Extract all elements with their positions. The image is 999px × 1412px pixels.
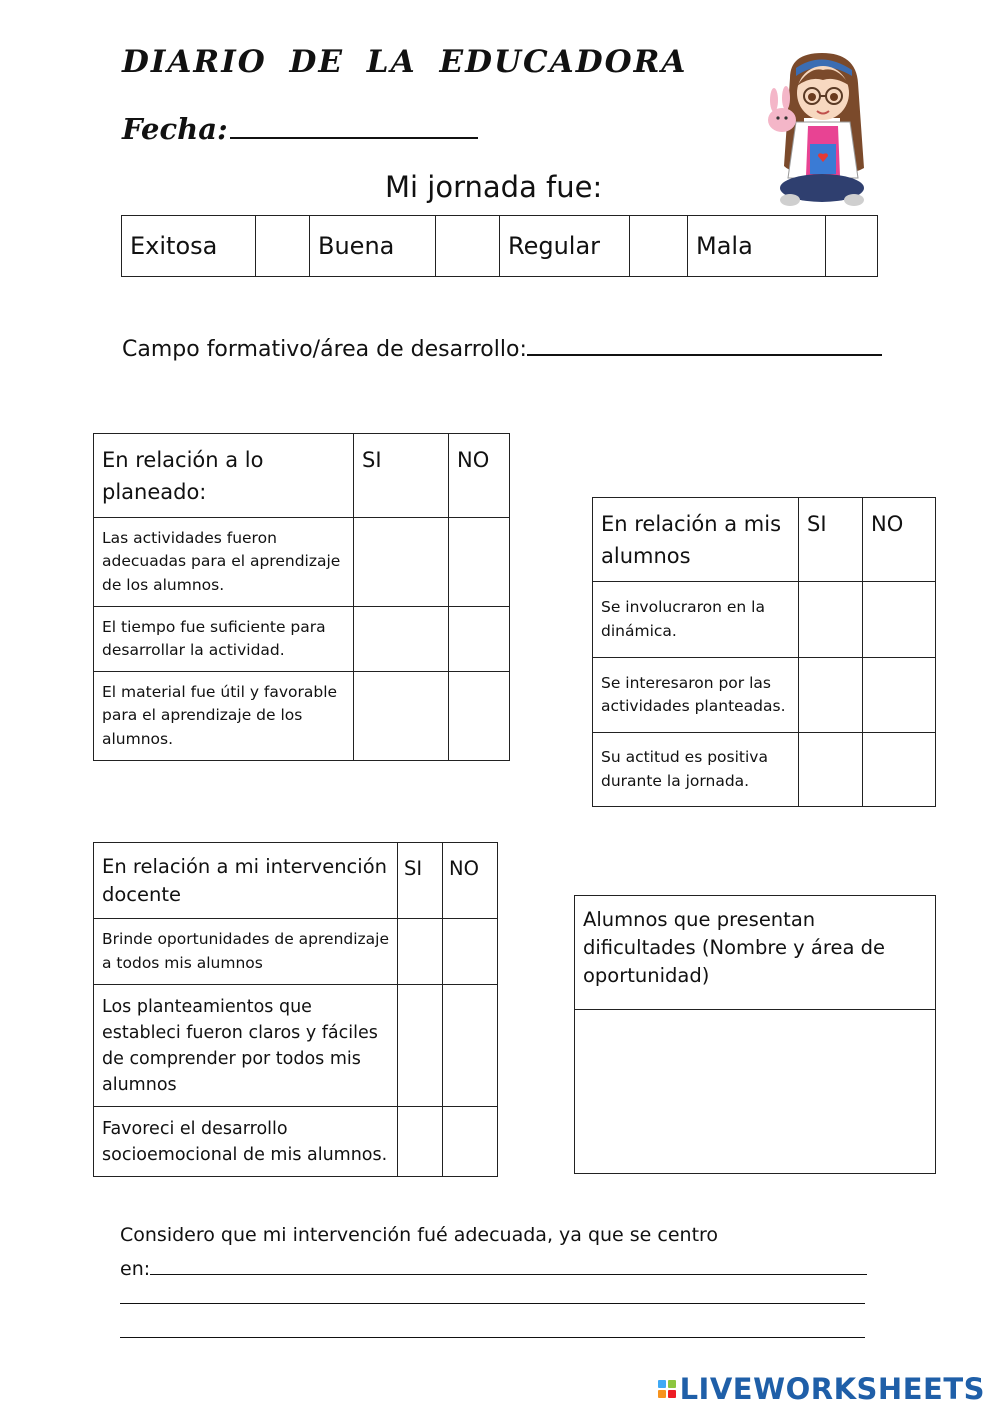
intervencion-row-no-cell[interactable] bbox=[443, 919, 498, 985]
considero-input-line[interactable] bbox=[150, 1256, 867, 1275]
liveworksheets-logo bbox=[658, 1372, 985, 1406]
intervencion-row-si-cell[interactable] bbox=[398, 919, 443, 985]
logo-square bbox=[658, 1390, 666, 1398]
teacher-illustration bbox=[760, 48, 882, 216]
planeado-row-no-cell[interactable] bbox=[449, 607, 510, 672]
fecha-label: Fecha: bbox=[122, 112, 228, 146]
planeado-row-si-cell[interactable] bbox=[354, 672, 449, 761]
dificultades-input-area[interactable] bbox=[575, 1010, 936, 1174]
fecha-field bbox=[122, 112, 478, 146]
considero-text: Considero que mi intervención fué adecuada, ya que se centro bbox=[120, 1224, 719, 1246]
logo-square bbox=[668, 1390, 676, 1398]
considero-en-label: en: bbox=[120, 1258, 151, 1280]
intervencion-row-si-cell[interactable] bbox=[398, 1107, 443, 1177]
logo-square bbox=[658, 1380, 666, 1388]
alumnos-header: En relación a mis alumnos bbox=[593, 498, 799, 582]
jornada-option-exitosa: Exitosa bbox=[122, 216, 256, 277]
intervencion-row-label: Los planteamientos que estableci fueron claros y fáciles de comprender por todos mis alumnos bbox=[94, 985, 398, 1107]
planeado-row-si-cell[interactable] bbox=[354, 607, 449, 672]
jornada-check-exitosa[interactable] bbox=[256, 216, 310, 277]
planeado-header: En relación a lo planeado: bbox=[94, 434, 354, 518]
intervencion-no-header: NO bbox=[443, 843, 498, 919]
planeado-row-label: El material fue útil y favorable para el aprendizaje de los alumnos. bbox=[94, 672, 354, 761]
liveworksheets-logo-icon bbox=[658, 1380, 676, 1398]
campo-input-line[interactable] bbox=[527, 334, 882, 356]
page-title: DIARIO DE LA EDUCADORA bbox=[122, 44, 688, 80]
dificultades-table bbox=[574, 895, 936, 1174]
intervencion-si-header: SI bbox=[398, 843, 443, 919]
jornada-title: Mi jornada fue: bbox=[385, 170, 603, 204]
alumnos-row-no-cell[interactable] bbox=[863, 733, 936, 807]
jornada-option-mala: Mala bbox=[688, 216, 826, 277]
logo-square bbox=[668, 1380, 676, 1388]
considero-extra-line[interactable] bbox=[120, 1337, 865, 1338]
intervencion-row-si-cell[interactable] bbox=[398, 985, 443, 1107]
planeado-row-label: El tiempo fue suficiente para desarrollar la actividad. bbox=[94, 607, 354, 672]
alumnos-row-label: Su actitud es positiva durante la jornada. bbox=[593, 733, 799, 807]
alumnos-row-si-cell[interactable] bbox=[799, 658, 863, 733]
intervencion-row-no-cell[interactable] bbox=[443, 985, 498, 1107]
jornada-check-buena[interactable] bbox=[436, 216, 500, 277]
considero-en-row bbox=[120, 1252, 867, 1286]
intervencion-row-label: Favoreci el desarrollo socioemocional de mis alumnos. bbox=[94, 1107, 398, 1177]
campo-field bbox=[122, 334, 882, 362]
considero-block bbox=[120, 1218, 867, 1286]
jornada-option-regular: Regular bbox=[500, 216, 630, 277]
planeado-si-header: SI bbox=[354, 434, 449, 518]
liveworksheets-brand: LIVEWORKSHEETS bbox=[679, 1372, 985, 1406]
jornada-table bbox=[121, 215, 878, 277]
planeado-row-no-cell[interactable] bbox=[449, 672, 510, 761]
alumnos-row-label: Se interesaron por las actividades planteadas. bbox=[593, 658, 799, 733]
intervencion-header: En relación a mi intervención docente bbox=[94, 843, 398, 919]
planeado-no-header: NO bbox=[449, 434, 510, 518]
planeado-row-si-cell[interactable] bbox=[354, 518, 449, 607]
campo-label: Campo formativo/área de desarrollo: bbox=[122, 337, 527, 362]
alumnos-si-header: SI bbox=[799, 498, 863, 582]
jornada-option-buena: Buena bbox=[310, 216, 436, 277]
planeado-table bbox=[93, 433, 510, 761]
intervencion-row-label: Brinde oportunidades de aprendizaje a todos mis alumnos bbox=[94, 919, 398, 985]
alumnos-row-label: Se involucraron en la dinámica. bbox=[593, 582, 799, 658]
alumnos-row-si-cell[interactable] bbox=[799, 582, 863, 658]
alumnos-row-no-cell[interactable] bbox=[863, 582, 936, 658]
alumnos-row-no-cell[interactable] bbox=[863, 658, 936, 733]
planeado-row-label: Las actividades fueron adecuadas para el aprendizaje de los alumnos. bbox=[94, 518, 354, 607]
considero-extra-line[interactable] bbox=[120, 1303, 865, 1304]
jornada-check-mala[interactable] bbox=[826, 216, 878, 277]
fecha-input-line[interactable] bbox=[230, 113, 478, 139]
alumnos-no-header: NO bbox=[863, 498, 936, 582]
intervencion-table bbox=[93, 842, 498, 1177]
dificultades-header: Alumnos que presentan dificultades (Nombre y área de oportunidad) bbox=[575, 896, 936, 1010]
planeado-row-no-cell[interactable] bbox=[449, 518, 510, 607]
alumnos-table bbox=[592, 497, 936, 807]
alumnos-row-si-cell[interactable] bbox=[799, 733, 863, 807]
intervencion-row-no-cell[interactable] bbox=[443, 1107, 498, 1177]
jornada-check-regular[interactable] bbox=[630, 216, 688, 277]
